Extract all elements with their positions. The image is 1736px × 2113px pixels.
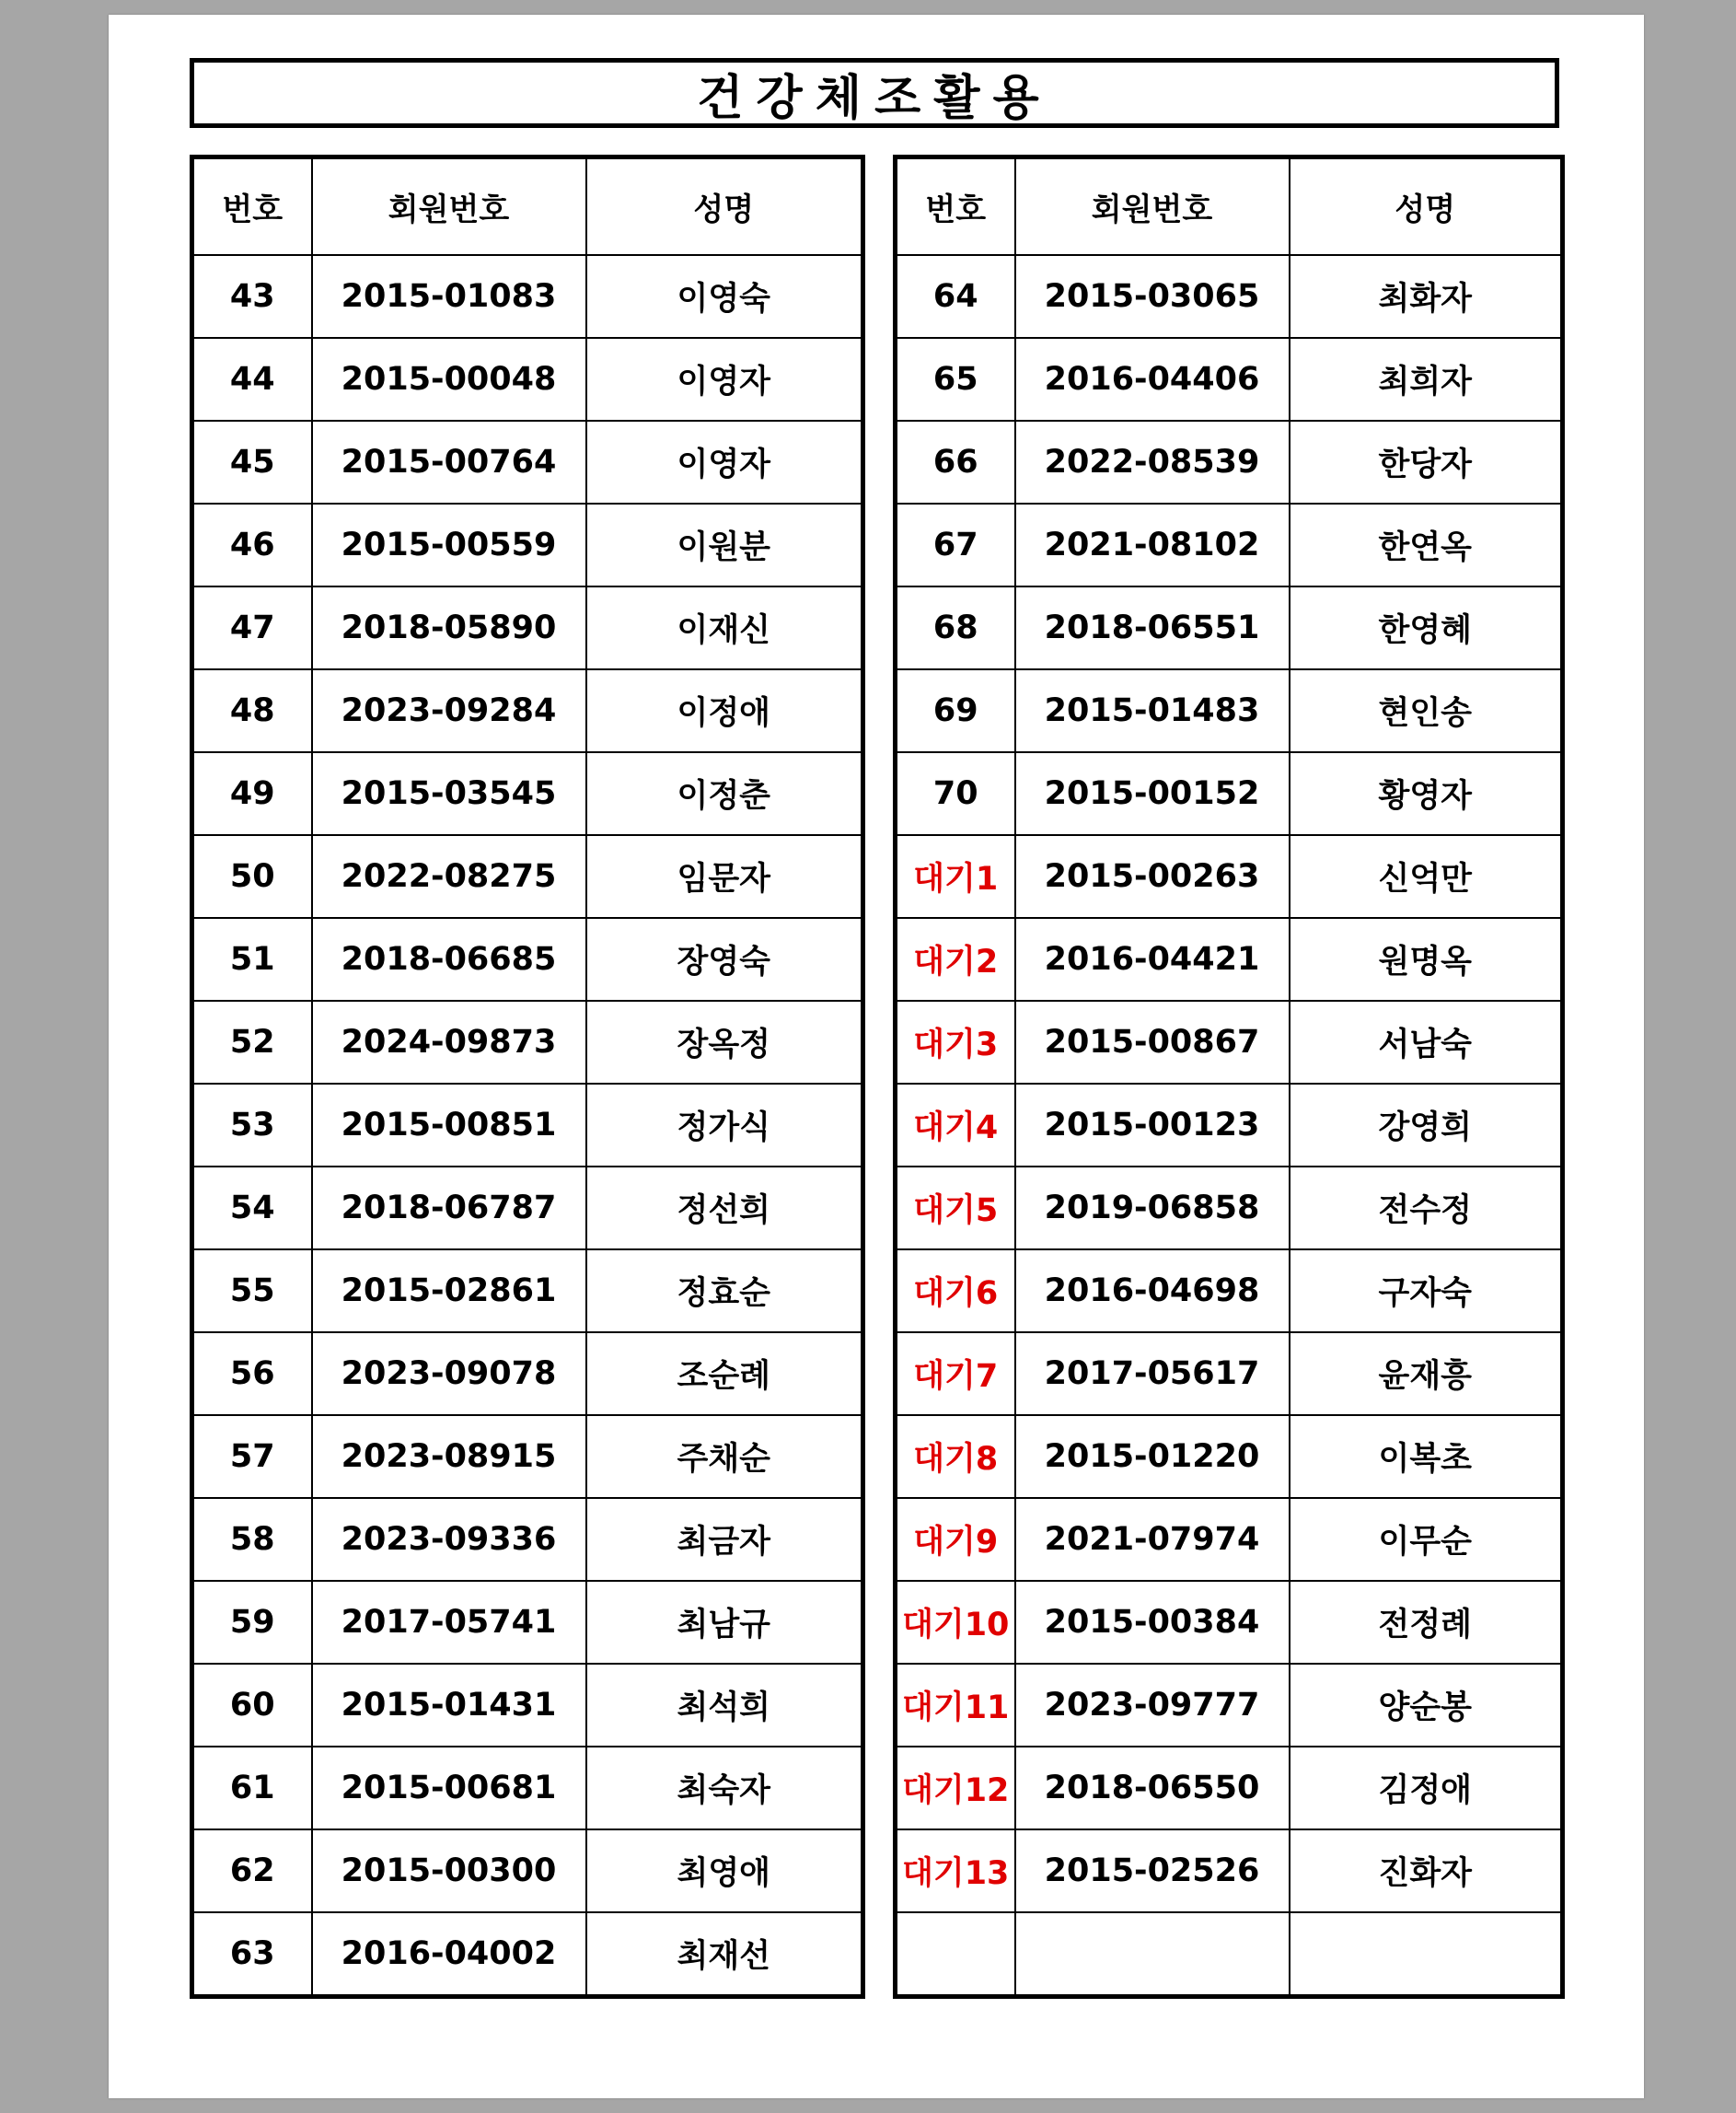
cell-num: 66 [896, 421, 1015, 504]
cell-num: 대기6 [896, 1249, 1015, 1332]
table-row [896, 1332, 1563, 1415]
title-box [190, 58, 1559, 128]
cell-name: 이재신 [586, 586, 863, 669]
cell-member-no: 2017-05617 [1015, 1332, 1290, 1415]
cell-member-no: 2015-01431 [312, 1664, 586, 1747]
cell-num: 51 [192, 918, 312, 1001]
table-row [192, 338, 863, 421]
cell-num: 대기7 [896, 1332, 1015, 1415]
table-row [192, 255, 863, 338]
cell-num: 48 [192, 669, 312, 752]
cell-name: 임문자 [586, 835, 863, 918]
table-row [192, 421, 863, 504]
cell-name: 구자숙 [1290, 1249, 1563, 1332]
cell-name: 최석희 [586, 1664, 863, 1747]
header-num: 번호 [192, 157, 312, 256]
table-row [192, 1415, 863, 1498]
table-row [192, 504, 863, 586]
table-row [896, 1084, 1563, 1167]
table-row [896, 1581, 1563, 1664]
cell-name: 조순례 [586, 1332, 863, 1415]
table-row [896, 1912, 1563, 1997]
cell-name: 최영애 [586, 1829, 863, 1912]
cell-member-no: 2015-01083 [312, 255, 586, 338]
cell-num: 65 [896, 338, 1015, 421]
cell-member-no: 2015-01220 [1015, 1415, 1290, 1498]
cell-num: 57 [192, 1415, 312, 1498]
cell-member-no: 2017-05741 [312, 1581, 586, 1664]
cell-num: 대기8 [896, 1415, 1015, 1498]
cell-num: 대기12 [896, 1747, 1015, 1829]
cell-num: 대기2 [896, 918, 1015, 1001]
cell-num: 대기11 [896, 1664, 1015, 1747]
table-row [896, 1664, 1563, 1747]
cell-name: 이정애 [586, 669, 863, 752]
cell-name: 김정애 [1290, 1747, 1563, 1829]
table-row [896, 669, 1563, 752]
cell-num: 46 [192, 504, 312, 586]
cell-member-no: 2015-03545 [312, 752, 586, 835]
cell-name: 최희자 [1290, 338, 1563, 421]
cell-member-no: 2015-03065 [1015, 255, 1290, 338]
table-row [192, 835, 863, 918]
cell-member-no: 2015-02861 [312, 1249, 586, 1332]
table-row [192, 1249, 863, 1332]
cell-name [1290, 1912, 1563, 1997]
table-row [896, 1747, 1563, 1829]
cell-member-no: 2015-02526 [1015, 1829, 1290, 1912]
header-member-no: 회원번호 [1015, 157, 1290, 256]
cell-name: 한영혜 [1290, 586, 1563, 669]
cell-name: 이무순 [1290, 1498, 1563, 1581]
cell-num: 68 [896, 586, 1015, 669]
cell-name: 장옥정 [586, 1001, 863, 1084]
cell-num: 52 [192, 1001, 312, 1084]
table-row [192, 1167, 863, 1249]
cell-num: 50 [192, 835, 312, 918]
table-row [896, 1829, 1563, 1912]
cell-name: 윤재흥 [1290, 1332, 1563, 1415]
cell-num: 대기10 [896, 1581, 1015, 1664]
cell-member-no: 2023-09284 [312, 669, 586, 752]
cell-num: 62 [192, 1829, 312, 1912]
cell-member-no: 2019-06858 [1015, 1167, 1290, 1249]
cell-member-no: 2018-06550 [1015, 1747, 1290, 1829]
table-row [896, 835, 1563, 918]
member-table-left [190, 155, 865, 1999]
cell-num: 45 [192, 421, 312, 504]
cell-num: 54 [192, 1167, 312, 1249]
cell-member-no: 2015-00384 [1015, 1581, 1290, 1664]
cell-member-no [1015, 1912, 1290, 1997]
cell-member-no: 2018-06685 [312, 918, 586, 1001]
table-row [192, 1747, 863, 1829]
cell-num: 67 [896, 504, 1015, 586]
cell-num: 59 [192, 1581, 312, 1664]
cell-num: 43 [192, 255, 312, 338]
cell-name: 이영자 [586, 421, 863, 504]
cell-name: 이정춘 [586, 752, 863, 835]
table-row [192, 669, 863, 752]
cell-num: 56 [192, 1332, 312, 1415]
cell-member-no: 2015-00559 [312, 504, 586, 586]
cell-member-no: 2024-09873 [312, 1001, 586, 1084]
table-row [192, 752, 863, 835]
cell-member-no: 2023-09777 [1015, 1664, 1290, 1747]
cell-member-no: 2015-00152 [1015, 752, 1290, 835]
cell-member-no: 2016-04698 [1015, 1249, 1290, 1332]
cell-name: 전수정 [1290, 1167, 1563, 1249]
cell-member-no: 2015-00263 [1015, 835, 1290, 918]
cell-name: 장영숙 [586, 918, 863, 1001]
cell-name: 한당자 [1290, 421, 1563, 504]
cell-name: 황영자 [1290, 752, 1563, 835]
cell-name: 최금자 [586, 1498, 863, 1581]
cell-num [896, 1912, 1015, 1997]
header-name: 성명 [1290, 157, 1563, 256]
cell-member-no: 2016-04002 [312, 1912, 586, 1997]
table-row [192, 1912, 863, 1997]
table-header-row [896, 157, 1563, 256]
cell-name: 최재선 [586, 1912, 863, 1997]
cell-name: 정효순 [586, 1249, 863, 1332]
cell-name: 정선희 [586, 1167, 863, 1249]
cell-num: 대기3 [896, 1001, 1015, 1084]
cell-name: 정가식 [586, 1084, 863, 1167]
cell-num: 44 [192, 338, 312, 421]
cell-name: 양순봉 [1290, 1664, 1563, 1747]
cell-member-no: 2015-00867 [1015, 1001, 1290, 1084]
table-row [896, 752, 1563, 835]
cell-name: 강영희 [1290, 1084, 1563, 1167]
cell-member-no: 2015-00300 [312, 1829, 586, 1912]
cell-member-no: 2018-06551 [1015, 586, 1290, 669]
cell-member-no: 2015-01483 [1015, 669, 1290, 752]
cell-member-no: 2021-08102 [1015, 504, 1290, 586]
table-row [896, 586, 1563, 669]
cell-num: 대기1 [896, 835, 1015, 918]
header-name: 성명 [586, 157, 863, 256]
table-row [192, 1084, 863, 1167]
cell-member-no: 2015-00681 [312, 1747, 586, 1829]
cell-num: 63 [192, 1912, 312, 1997]
cell-member-no: 2015-00123 [1015, 1084, 1290, 1167]
cell-num: 대기13 [896, 1829, 1015, 1912]
cell-member-no: 2022-08275 [312, 835, 586, 918]
cell-num: 70 [896, 752, 1015, 835]
document-page [109, 15, 1644, 2098]
cell-name: 이복초 [1290, 1415, 1563, 1498]
cell-member-no: 2018-05890 [312, 586, 586, 669]
cell-member-no: 2023-08915 [312, 1415, 586, 1498]
member-table-right [893, 155, 1565, 1999]
table-row [896, 1001, 1563, 1084]
cell-num: 60 [192, 1664, 312, 1747]
table-row [192, 1829, 863, 1912]
header-member-no: 회원번호 [312, 157, 586, 256]
table-row [192, 918, 863, 1001]
cell-name: 최남규 [586, 1581, 863, 1664]
cell-name: 서남숙 [1290, 1001, 1563, 1084]
cell-name: 진화자 [1290, 1829, 1563, 1912]
cell-num: 69 [896, 669, 1015, 752]
cell-member-no: 2022-08539 [1015, 421, 1290, 504]
cell-member-no: 2016-04406 [1015, 338, 1290, 421]
table-row [896, 1167, 1563, 1249]
table-row [896, 504, 1563, 586]
table-row [896, 918, 1563, 1001]
cell-name: 원명옥 [1290, 918, 1563, 1001]
cell-name: 이영숙 [586, 255, 863, 338]
cell-num: 대기9 [896, 1498, 1015, 1581]
document-title: 건강체조활용 [697, 70, 1052, 126]
cell-member-no: 2015-00048 [312, 338, 586, 421]
cell-name: 이영자 [586, 338, 863, 421]
cell-num: 55 [192, 1249, 312, 1332]
cell-member-no: 2015-00764 [312, 421, 586, 504]
cell-num: 대기4 [896, 1084, 1015, 1167]
cell-member-no: 2023-09078 [312, 1332, 586, 1415]
table-row [192, 1332, 863, 1415]
cell-name: 주채순 [586, 1415, 863, 1498]
table-header-row [192, 157, 863, 256]
table-row [192, 1664, 863, 1747]
cell-member-no: 2015-00851 [312, 1084, 586, 1167]
cell-name: 현인송 [1290, 669, 1563, 752]
table-row [896, 1249, 1563, 1332]
table-row [192, 586, 863, 669]
cell-member-no: 2016-04421 [1015, 918, 1290, 1001]
table-row [896, 255, 1563, 338]
cell-name: 최화자 [1290, 255, 1563, 338]
cell-member-no: 2018-06787 [312, 1167, 586, 1249]
cell-num: 대기5 [896, 1167, 1015, 1249]
cell-num: 61 [192, 1747, 312, 1829]
table-row [896, 421, 1563, 504]
cell-member-no: 2023-09336 [312, 1498, 586, 1581]
cell-name: 한연옥 [1290, 504, 1563, 586]
table-row [896, 1415, 1563, 1498]
cell-name: 전정례 [1290, 1581, 1563, 1664]
cell-num: 49 [192, 752, 312, 835]
table-row [192, 1498, 863, 1581]
cell-num: 58 [192, 1498, 312, 1581]
cell-num: 64 [896, 255, 1015, 338]
table-row [896, 1498, 1563, 1581]
header-num: 번호 [896, 157, 1015, 256]
table-row [192, 1001, 863, 1084]
cell-member-no: 2021-07974 [1015, 1498, 1290, 1581]
cell-name: 최숙자 [586, 1747, 863, 1829]
table-row [896, 338, 1563, 421]
cell-num: 47 [192, 586, 312, 669]
cell-num: 53 [192, 1084, 312, 1167]
cell-name: 신억만 [1290, 835, 1563, 918]
cell-name: 이원분 [586, 504, 863, 586]
table-row [192, 1581, 863, 1664]
